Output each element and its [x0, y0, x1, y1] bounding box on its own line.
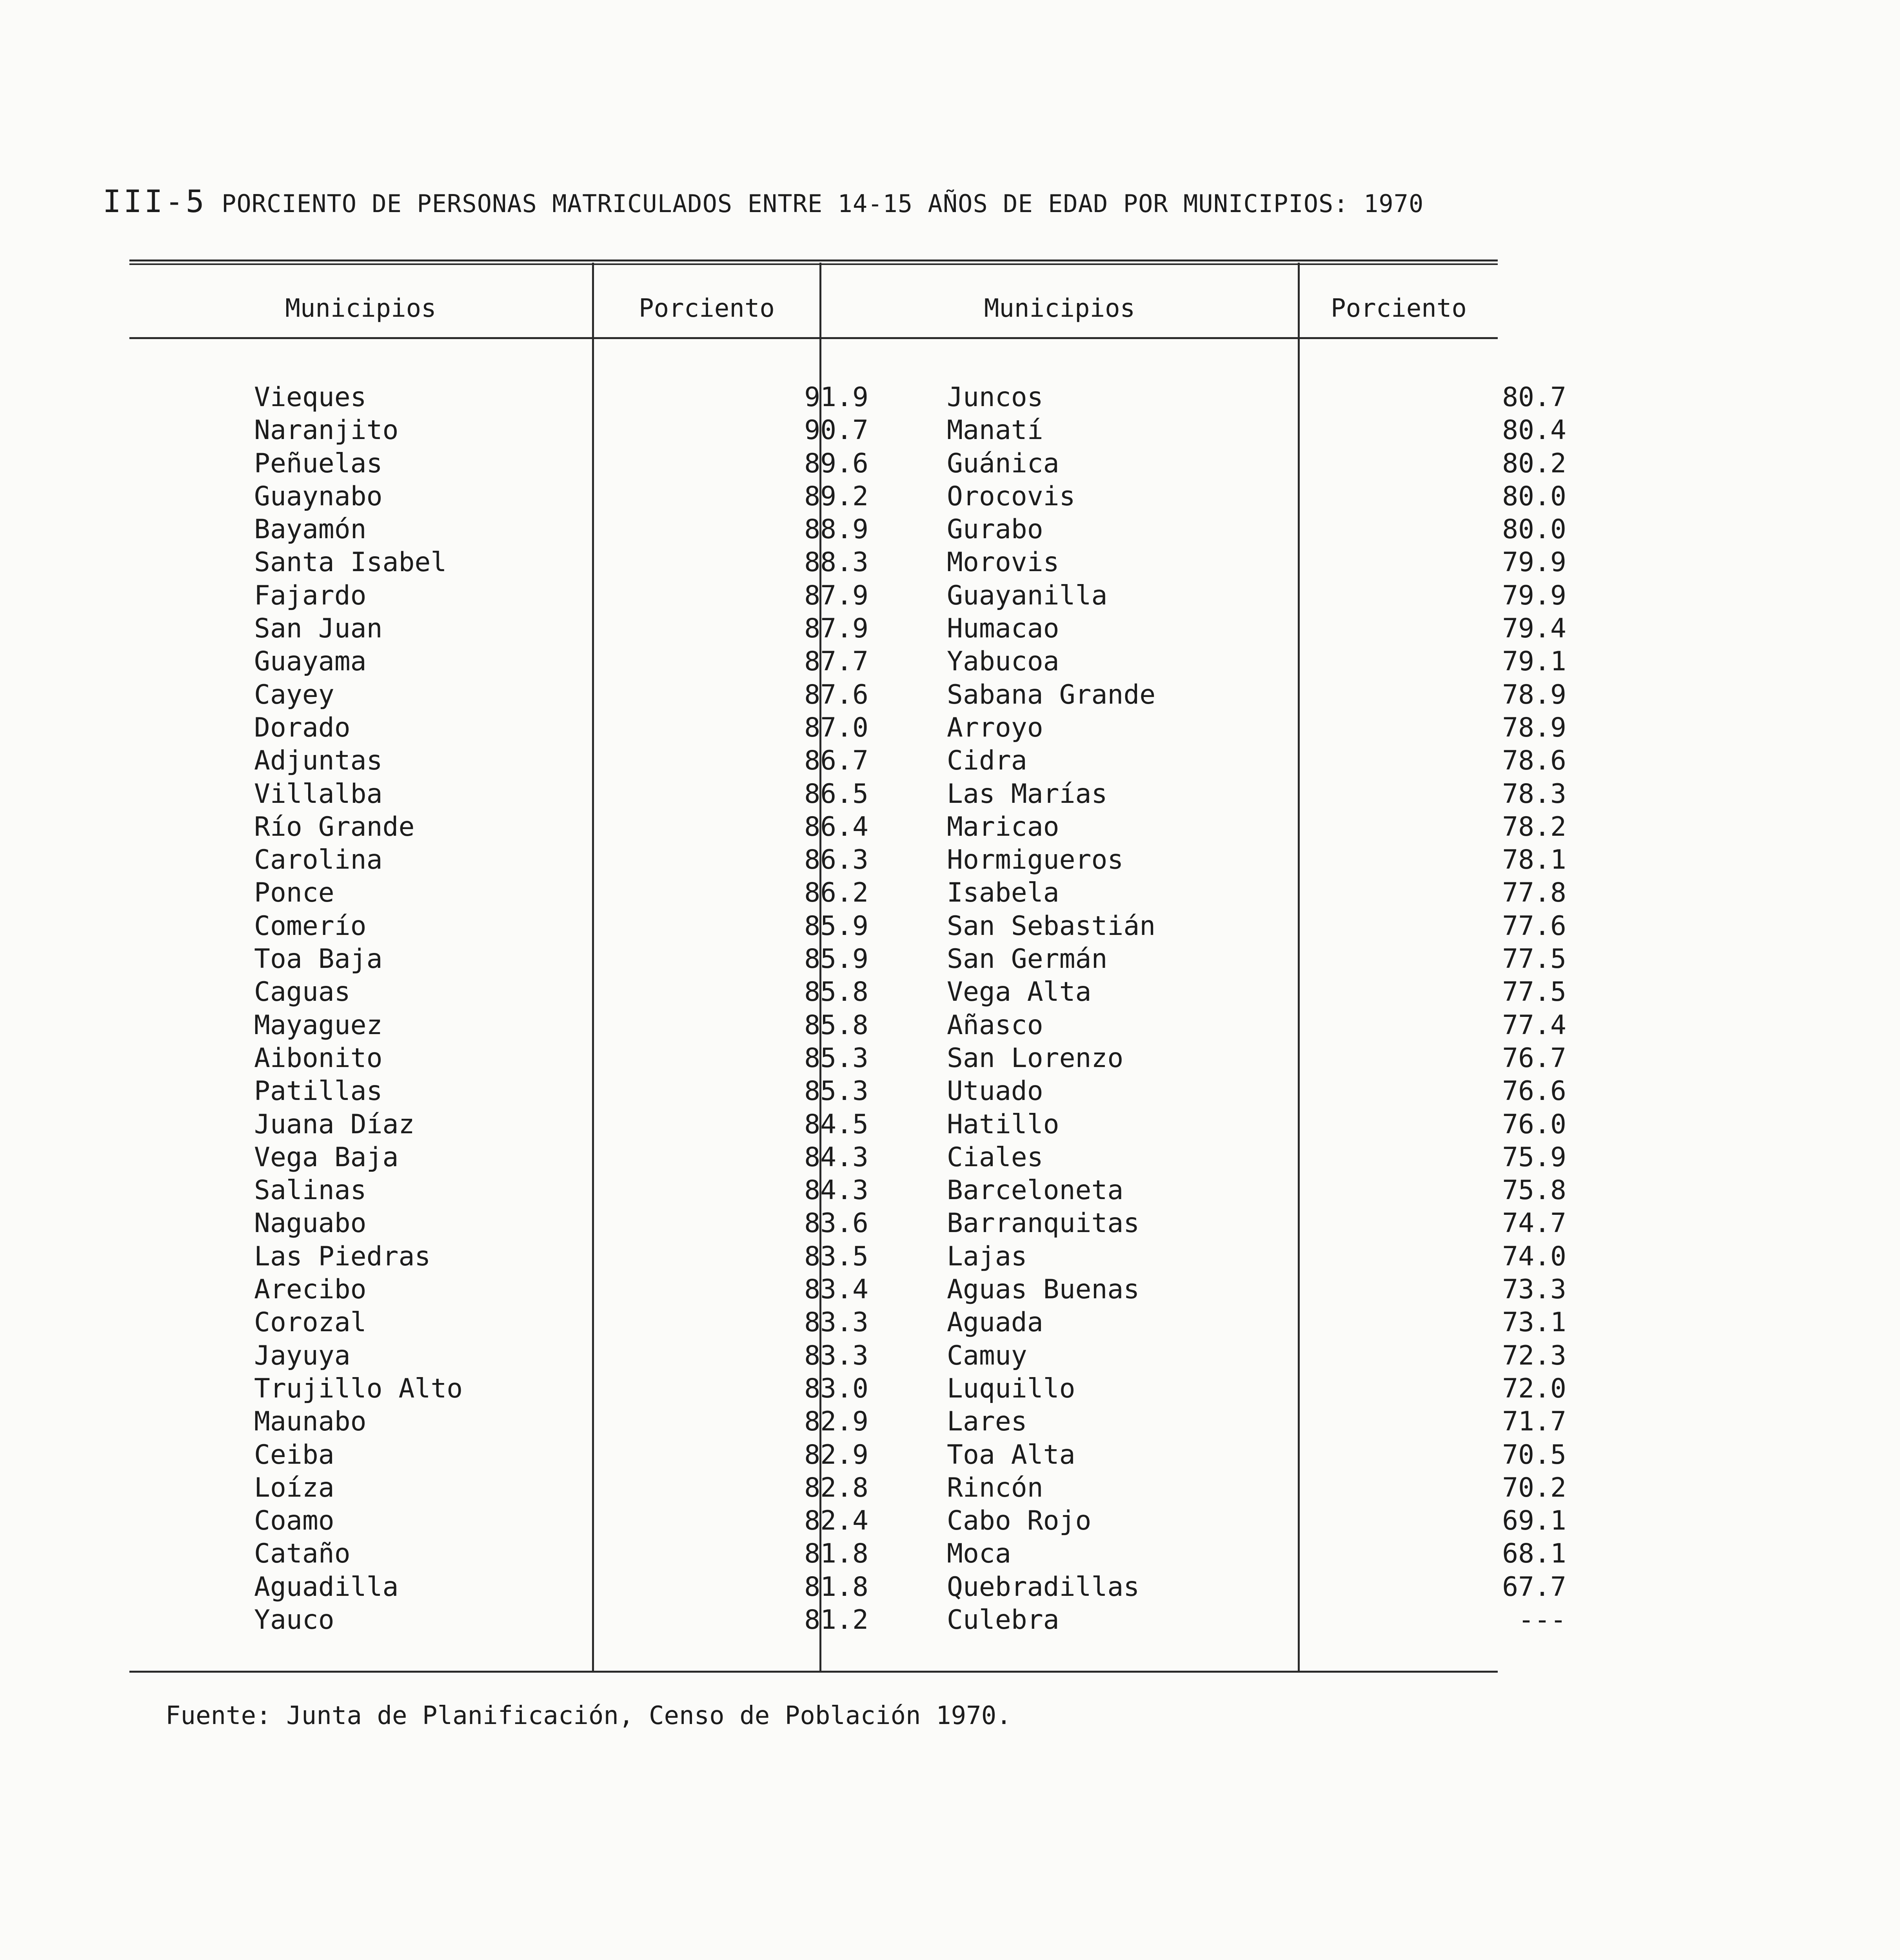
left-municipios-column — [254, 381, 587, 1637]
municipio-name: Barceloneta — [947, 1175, 1124, 1206]
porciento-value: 82.9 — [804, 1406, 868, 1437]
porciento-value: 76.6 — [1502, 1076, 1566, 1107]
municipio-name: Yabucoa — [947, 646, 1059, 677]
porciento-value: 77.5 — [1502, 976, 1566, 1008]
municipio-name: Jayuya — [254, 1340, 351, 1371]
municipio-name: Bayamón — [254, 514, 367, 545]
porciento-value: 72.3 — [1502, 1340, 1566, 1371]
municipio-name: San Lorenzo — [947, 1042, 1124, 1074]
porciento-value: 90.7 — [804, 415, 868, 446]
porciento-value: 78.6 — [1502, 745, 1566, 777]
municipio-name: Hormigueros — [947, 844, 1124, 876]
porciento-value: 85.8 — [804, 1009, 868, 1041]
porciento-value: 73.3 — [1502, 1274, 1566, 1305]
porciento-value: 83.4 — [804, 1274, 868, 1305]
porciento-value: 83.0 — [804, 1373, 868, 1404]
municipio-name: Cayey — [254, 679, 334, 710]
porciento-value: 87.9 — [804, 580, 868, 611]
porciento-value: 87.6 — [804, 679, 868, 710]
porciento-value: 70.2 — [1502, 1472, 1566, 1503]
municipio-name: Aibonito — [254, 1042, 383, 1074]
porciento-value: 78.9 — [1502, 679, 1566, 710]
porciento-value: 80.7 — [1502, 382, 1566, 413]
municipio-name: Guánica — [947, 448, 1059, 479]
municipio-name: Peñuelas — [254, 448, 383, 479]
porciento-value: 80.0 — [1502, 481, 1566, 512]
porciento-value: 74.0 — [1502, 1241, 1566, 1272]
porciento-value: 79.9 — [1502, 580, 1566, 611]
municipio-name: Mayaguez — [254, 1009, 383, 1041]
municipio-name: Vieques — [254, 382, 367, 413]
municipio-name: Quebradillas — [947, 1571, 1140, 1602]
municipio-name: Lares — [947, 1406, 1027, 1437]
porciento-value: 85.3 — [804, 1042, 868, 1074]
porciento-value: 72.0 — [1502, 1373, 1566, 1404]
header-porciento-left: Porciento — [639, 294, 775, 323]
municipio-name: Manatí — [947, 415, 1043, 446]
porciento-value: 82.8 — [804, 1472, 868, 1503]
municipio-name: Dorado — [254, 712, 351, 743]
municipio-name: Vega Baja — [254, 1142, 399, 1173]
header-bottom-rule — [129, 337, 1498, 339]
porciento-value: 80.2 — [1502, 448, 1566, 479]
porciento-value: 71.7 — [1502, 1406, 1566, 1437]
table-title-text: PORCIENTO DE PERSONAS MATRICULADOS ENTRE 14-15 AÑOS DE EDAD POR MUNICIPIOS: 1970 — [222, 189, 1424, 218]
municipio-name: Arroyo — [947, 712, 1043, 743]
header-municipios-right: Municipios — [984, 294, 1135, 323]
porciento-value: 75.8 — [1502, 1175, 1566, 1206]
municipio-name: Arecibo — [254, 1274, 367, 1305]
source-note: Fuente: Junta de Planificación, Censo de Población 1970. — [165, 1701, 1012, 1730]
municipio-name: San Germán — [947, 944, 1108, 975]
porciento-value: 77.8 — [1502, 877, 1566, 909]
municipio-name: Guayanilla — [947, 580, 1108, 611]
municipio-name: Las Piedras — [254, 1241, 431, 1272]
porciento-value: 79.4 — [1502, 613, 1566, 644]
porciento-value: 74.7 — [1502, 1208, 1566, 1239]
municipio-name: Lajas — [947, 1241, 1027, 1272]
municipio-name: Villalba — [254, 778, 383, 809]
porciento-value: 86.7 — [804, 745, 868, 777]
porciento-value: 81.2 — [804, 1604, 868, 1635]
municipio-name: Guayama — [254, 646, 367, 677]
porciento-value: 87.0 — [804, 712, 868, 743]
municipio-name: Luquillo — [947, 1373, 1075, 1404]
porciento-value: --- — [1518, 1604, 1566, 1635]
municipio-name: Naguabo — [254, 1208, 367, 1239]
right-porciento-column — [1300, 381, 1566, 1637]
municipio-name: Toa Alta — [947, 1439, 1075, 1470]
municipio-name: Isabela — [947, 877, 1059, 909]
table-title — [103, 184, 1424, 220]
porciento-value: 82.9 — [804, 1439, 868, 1470]
municipio-name: Naranjito — [254, 415, 399, 446]
municipio-name: Río Grande — [254, 811, 415, 842]
porciento-value: 70.5 — [1502, 1439, 1566, 1470]
porciento-value: 86.3 — [804, 844, 868, 876]
porciento-value: 81.8 — [804, 1538, 868, 1570]
porciento-value: 82.4 — [804, 1505, 868, 1537]
municipio-name: Cidra — [947, 745, 1027, 777]
municipio-name: Orocovis — [947, 481, 1075, 512]
porciento-value: 83.3 — [804, 1340, 868, 1371]
porciento-value: 69.1 — [1502, 1505, 1566, 1537]
municipio-name: Carolina — [254, 844, 383, 876]
porciento-value: 73.1 — [1502, 1307, 1566, 1338]
municipio-name: Salinas — [254, 1175, 367, 1206]
porciento-value: 84.5 — [804, 1109, 868, 1140]
porciento-value: 86.2 — [804, 877, 868, 909]
municipio-name: Ciales — [947, 1142, 1043, 1173]
municipio-name: Patillas — [254, 1076, 383, 1107]
municipio-name: Juana Díaz — [254, 1109, 415, 1140]
porciento-value: 83.5 — [804, 1241, 868, 1272]
porciento-value: 85.8 — [804, 976, 868, 1008]
porciento-value: 80.0 — [1502, 514, 1566, 545]
municipio-name: Vega Alta — [947, 976, 1092, 1008]
municipio-name: Guaynabo — [254, 481, 383, 512]
municipio-name: Cabo Rojo — [947, 1505, 1092, 1537]
table-top-rule — [129, 260, 1498, 265]
left-porciento-column — [594, 381, 868, 1637]
municipio-name: Comerío — [254, 910, 367, 942]
porciento-value: 75.9 — [1502, 1142, 1566, 1173]
right-municipios-column — [947, 381, 1292, 1637]
municipio-name: Gurabo — [947, 514, 1043, 545]
municipio-name: Utuado — [947, 1076, 1043, 1107]
porciento-value: 80.4 — [1502, 415, 1566, 446]
municipio-name: San Sebastián — [947, 910, 1156, 942]
municipio-name: Camuy — [947, 1340, 1027, 1371]
porciento-value: 88.9 — [804, 514, 868, 545]
porciento-value: 87.9 — [804, 613, 868, 644]
porciento-value: 86.5 — [804, 778, 868, 809]
municipio-name: Aguadilla — [254, 1571, 399, 1602]
municipio-name: Hatillo — [947, 1109, 1059, 1140]
municipio-name: Caguas — [254, 976, 351, 1008]
porciento-value: 88.3 — [804, 547, 868, 578]
municipio-name: Ponce — [254, 877, 334, 909]
municipio-name: Añasco — [947, 1009, 1043, 1041]
municipio-name: Fajardo — [254, 580, 367, 611]
porciento-value: 83.6 — [804, 1208, 868, 1239]
table-code: III-5 — [103, 184, 207, 220]
porciento-value: 77.5 — [1502, 944, 1566, 975]
porciento-value: 78.1 — [1502, 844, 1566, 876]
municipio-name: Rincón — [947, 1472, 1043, 1503]
municipio-name: Aguas Buenas — [947, 1274, 1140, 1305]
porciento-value: 89.6 — [804, 448, 868, 479]
porciento-value: 89.2 — [804, 481, 868, 512]
municipio-name: Cataño — [254, 1538, 351, 1570]
porciento-value: 84.3 — [804, 1142, 868, 1173]
porciento-value: 68.1 — [1502, 1538, 1566, 1570]
municipio-name: Yauco — [254, 1604, 334, 1635]
porciento-value: 83.3 — [804, 1307, 868, 1338]
porciento-value: 81.8 — [804, 1571, 868, 1602]
municipio-name: Trujillo Alto — [254, 1373, 463, 1404]
municipio-name: Loíza — [254, 1472, 334, 1503]
municipio-name: Toa Baja — [254, 944, 383, 975]
municipios-table — [129, 260, 1566, 1671]
porciento-value: 86.4 — [804, 811, 868, 842]
porciento-value: 79.9 — [1502, 547, 1566, 578]
porciento-value: 78.3 — [1502, 778, 1566, 809]
municipio-name: Adjuntas — [254, 745, 383, 777]
porciento-value: 79.1 — [1502, 646, 1566, 677]
municipio-name: Ceiba — [254, 1439, 334, 1470]
porciento-value: 85.3 — [804, 1076, 868, 1107]
porciento-value: 85.9 — [804, 910, 868, 942]
municipio-name: Morovis — [947, 547, 1059, 578]
header-porciento-right: Porciento — [1331, 294, 1467, 323]
porciento-value: 67.7 — [1502, 1571, 1566, 1602]
municipio-name: Sabana Grande — [947, 679, 1156, 710]
porciento-value: 87.7 — [804, 646, 868, 677]
porciento-value: 91.9 — [804, 382, 868, 413]
municipio-name: Santa Isabel — [254, 547, 447, 578]
municipio-name: Maricao — [947, 811, 1059, 842]
municipio-name: Moca — [947, 1538, 1011, 1570]
municipio-name: Maunabo — [254, 1406, 367, 1437]
porciento-value: 77.6 — [1502, 910, 1566, 942]
municipio-name: Juncos — [947, 382, 1043, 413]
municipio-name: Barranquitas — [947, 1208, 1140, 1239]
municipio-name: Coamo — [254, 1505, 334, 1537]
municipio-name: Las Marías — [947, 778, 1108, 809]
table-bottom-rule — [129, 1671, 1498, 1673]
porciento-value: 84.3 — [804, 1175, 868, 1206]
porciento-value: 78.9 — [1502, 712, 1566, 743]
porciento-value: 77.4 — [1502, 1009, 1566, 1041]
municipio-name: Culebra — [947, 1604, 1059, 1635]
municipio-name: Humacao — [947, 613, 1059, 644]
porciento-value: 76.7 — [1502, 1042, 1566, 1074]
municipio-name: Aguada — [947, 1307, 1043, 1338]
porciento-value: 85.9 — [804, 944, 868, 975]
header-municipios-left: Municipios — [285, 294, 436, 323]
porciento-value: 78.2 — [1502, 811, 1566, 842]
porciento-value: 76.0 — [1502, 1109, 1566, 1140]
municipio-name: San Juan — [254, 613, 383, 644]
municipio-name: Corozal — [254, 1307, 367, 1338]
